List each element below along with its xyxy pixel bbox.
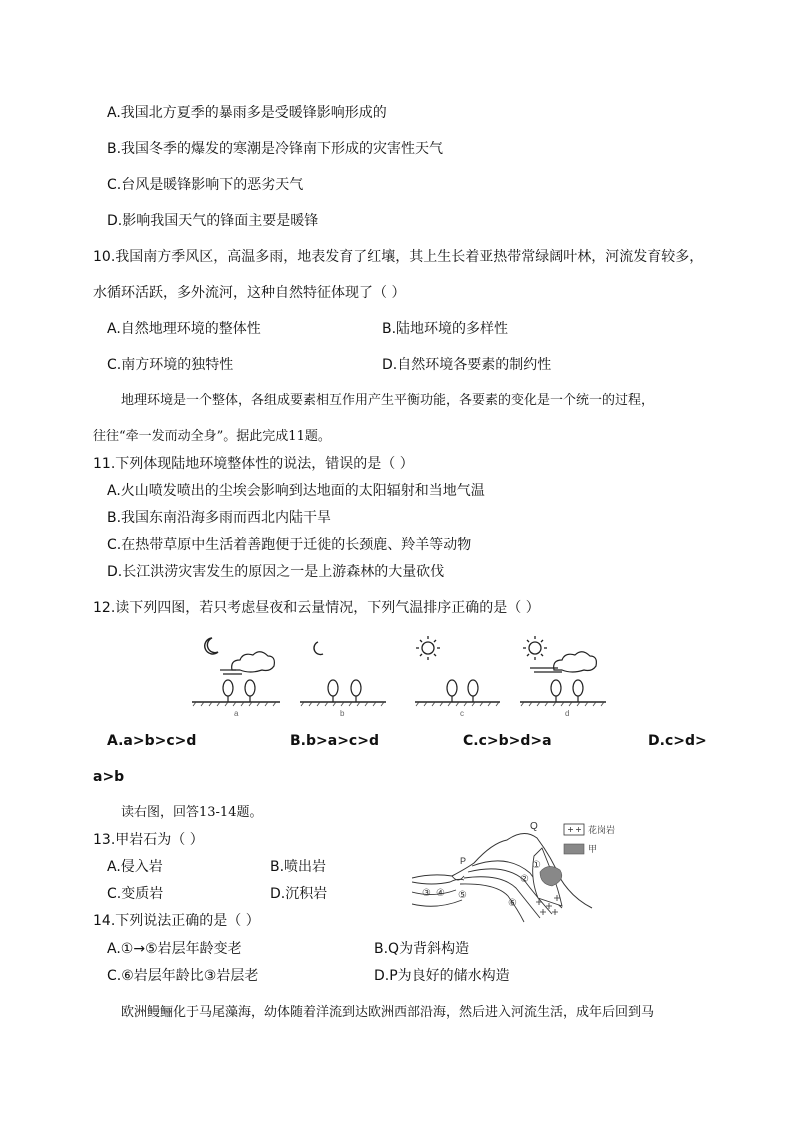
panel-label-c: c — [460, 709, 464, 718]
q11-option-c: C.在热带草原中生活着善跑便于迁徙的长颈鹿、羚羊等动物 — [107, 537, 472, 553]
q12-option-d-wrap: a>b — [93, 769, 125, 785]
q10-option-b: B.陆地环境的多样性 — [382, 321, 509, 337]
cloud-icon — [530, 652, 596, 672]
material-11-line2: 往往“牵一发而动全身”。据此完成11题。 — [93, 429, 331, 444]
tree-icon — [447, 680, 478, 702]
tree-icon — [223, 680, 255, 702]
q13-option-a: A.侵入岩 — [107, 859, 163, 875]
q13-option-c: C.变质岩 — [107, 886, 164, 902]
q13-option-d: D.沉积岩 — [270, 886, 328, 902]
label-q: Q — [530, 821, 538, 832]
panel-label-d: d — [565, 709, 570, 718]
q12-option-b: B.b>a>c>d — [290, 733, 379, 749]
q9-option-c: C.台风是暖锋影响下的恶劣天气 — [107, 177, 304, 193]
material-11-line1: 地理环境是一个整体，各组成要素相互作用产生平衡功能，各要素的变化是一个统一的过程， — [121, 393, 655, 408]
q10-stem-line1: 10.我国南方季风区，高温多雨，地表发育了红壤，其上生长着亚热带常绿阔叶林，河流发育较多， — [93, 249, 704, 265]
q12-stem: 12.读下列四图，若只考虑昼夜和云量情况，下列气温排序正确的是（ ） — [93, 600, 540, 616]
layer-mark-1: ① — [532, 860, 541, 871]
panel-label-a: a — [234, 709, 239, 718]
q13-stem: 13.甲岩石为（ ） — [93, 832, 204, 848]
panel-d — [520, 636, 606, 718]
sun-icon — [416, 636, 440, 660]
layer-mark-4: ④ — [436, 888, 445, 899]
q12-option-d: D.c>d> — [648, 733, 707, 749]
material-15-line: 欧洲鳗鲡化于马尾藻海，幼体随着洋流到达欧洲西部沿海，然后进入河流生活，成年后回到马 — [121, 1005, 655, 1020]
q9-option-b: B.我国冬季的爆发的寒潮是冷锋南下形成的灾害性天气 — [107, 141, 444, 157]
q14-option-a: A.①→⑤岩层年龄变老 — [107, 941, 242, 957]
tree-icon — [551, 680, 583, 702]
q14-option-d: D.P为良好的储水构造 — [374, 968, 510, 984]
panel-c — [415, 636, 500, 718]
q12-day-night-figure — [190, 630, 610, 722]
q11-stem: 11.下列体现陆地环境整体性的说法，错误的是（ ） — [93, 456, 414, 472]
layer-mark-3: ③ — [422, 888, 431, 899]
tree-icon — [328, 680, 361, 702]
q10-option-a: A.自然地理环境的整体性 — [107, 321, 261, 337]
q9-option-a: A.我国北方夏季的暴雨多是受暖锋影响形成的 — [107, 105, 387, 121]
q14-option-c: C.⑥岩层年龄比③岩层老 — [107, 968, 259, 984]
cloud-icon — [220, 652, 274, 674]
legend-jia: 甲 — [588, 845, 598, 855]
material-13-line: 读右图，回答13-14题。 — [121, 805, 263, 820]
q13-option-b: B.喷出岩 — [270, 859, 327, 875]
moon-icon — [205, 638, 218, 654]
q11-option-d: D.长江洪涝灾害发生的原因之一是上游森林的大量砍伐 — [107, 564, 445, 580]
panel-label-b: b — [340, 709, 345, 718]
layer-mark-5: ⑤ — [458, 890, 467, 901]
moon-icon — [314, 642, 323, 655]
q10-option-d: D.自然环境各要素的制约性 — [382, 357, 552, 373]
geology-cross-section-figure — [412, 818, 627, 926]
legend-granite: 花岗岩 — [588, 826, 616, 836]
q12-option-a: A.a>b>c>d — [107, 733, 197, 749]
sun-icon — [523, 636, 547, 660]
q11-option-b: B.我国东南沿海多雨而西北内陆干旱 — [107, 510, 332, 526]
panel-a — [192, 638, 280, 718]
q14-option-b: B.Q为背斜构造 — [374, 941, 470, 957]
q14-stem: 14.下列说法正确的是（ ） — [93, 913, 260, 929]
layer-mark-6: ⑥ — [508, 898, 517, 909]
q10-stem-line2: 水循环活跃，多外流河，这种自然特征体现了（ ） — [93, 285, 406, 301]
q12-option-c: C.c>b>d>a — [463, 733, 552, 749]
panel-b — [300, 642, 386, 718]
q9-option-d: D.影响我国天气的锋面主要是暖锋 — [107, 213, 319, 229]
label-p: P — [460, 856, 467, 866]
layer-mark-2: ② — [520, 874, 529, 885]
q11-option-a: A.火山喷发喷出的尘埃会影响到达地面的太阳辐射和当地气温 — [107, 483, 485, 499]
q10-option-c: C.南方环境的独特性 — [107, 357, 234, 373]
legend — [564, 824, 615, 855]
